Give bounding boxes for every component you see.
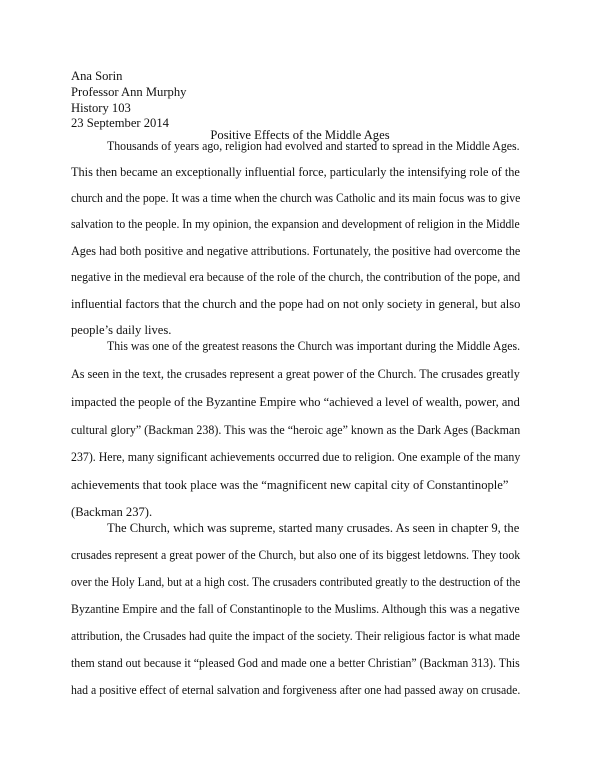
body-line: Ages had both positive and negative attributions. Fortunately, the positive had overcome the — [71, 244, 521, 258]
body-line: (Backman 237). — [71, 505, 153, 519]
body-line: achievements that took place was the “magnificent new capital city of Constantinople” — [71, 478, 509, 492]
body-line: cultural glory” (Backman 238). This was the “heroic age” known as the Dark Ages (Backman — [71, 423, 521, 437]
body-line: people’s daily lives. — [71, 323, 172, 337]
body-line: crusades represent a great power of the Church, but also one of its biggest letdowns. They took — [71, 548, 521, 562]
body-line: influential factors that the church and the pope had on not only society in general, but also — [71, 297, 521, 311]
date: 23 September 2014 — [71, 116, 169, 130]
body-line: impacted the people of the Byzantine Empire who “achieved a level of wealth, power, and — [71, 395, 520, 409]
body-line: had a positive effect of eternal salvation and forgiveness after one had passed away on crusade. — [71, 683, 521, 697]
body-line: As seen in the text, the crusades represent a great power of the Church. The crusades greatly — [71, 367, 520, 381]
body-line: 237). Here, many significant achievements occurred due to religion. One example of the many — [71, 450, 521, 464]
body-line: negative in the medieval era because of the role of the church, the contribution of the pope, and — [71, 270, 521, 284]
body-line: This was one of the greatest reasons the Church was important during the Middle Ages. — [107, 339, 521, 353]
essay-title: Positive Effects of the Middle Ages — [210, 128, 390, 142]
body-line: church and the pope. It was a time when the church was Catholic and its main focus was to give — [71, 191, 521, 205]
body-line: This then became an exceptionally influential force, particularly the intensifying role of the — [71, 165, 520, 179]
body-line: them stand out because it “pleased God and made one a better Christian” (Backman 313). This — [71, 656, 520, 670]
body-line: The Church, which was supreme, started many crusades. As seen in chapter 9, the — [107, 521, 520, 535]
author-name: Ana Sorin — [71, 69, 123, 83]
body-line: over the Holy Land, but at a high cost. The crusaders contributed greatly to the destruction of the — [71, 575, 521, 589]
professor-name: Professor Ann Murphy — [71, 85, 187, 99]
body-line: salvation to the people. In my opinion, the expansion and development of religion in the Middle — [71, 217, 520, 231]
body-line: Byzantine Empire and the fall of Constantinople to the Muslims. Although this was a negative — [71, 602, 520, 616]
body-line: Thousands of years ago, religion had evolved and started to spread in the Middle Ages. — [107, 139, 520, 153]
body-line: attribution, the Crusades had quite the impact of the society. Their religious factor is what made — [71, 629, 520, 643]
course-name: History 103 — [71, 101, 131, 115]
